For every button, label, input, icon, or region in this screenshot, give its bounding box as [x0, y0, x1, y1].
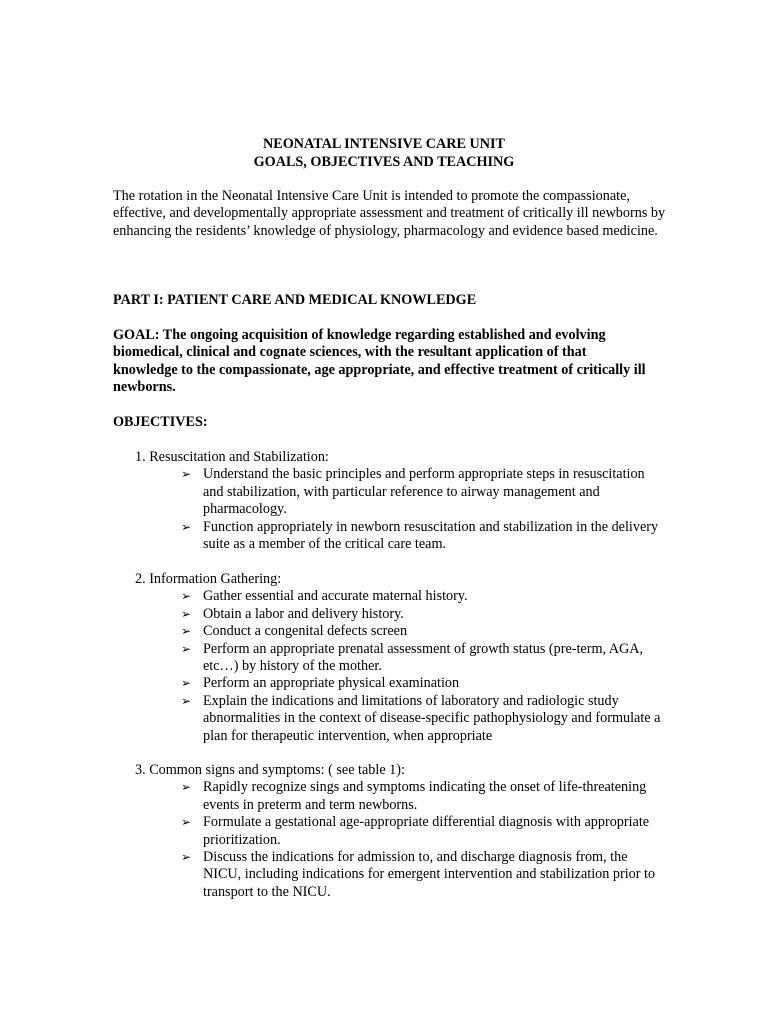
list-item-text: Gather essential and accurate maternal history. [203, 588, 468, 605]
list-item-text: Formulate a gestational age-appropriate differential diagnosis with appropriate prioritization. [203, 814, 650, 848]
arrow-bullet-icon: ➢ [181, 693, 192, 708]
arrow-bullet-icon: ➢ [181, 589, 192, 604]
section-title: 1. Resuscitation and Stabilization: [135, 449, 329, 465]
section-title: 3. Common signs and symptoms: ( see table 1): [135, 762, 405, 778]
list-item [135, 466, 663, 518]
arrow-bullet-icon: ➢ [181, 850, 192, 865]
arrow-bullet-icon: ➢ [181, 676, 192, 691]
list-item-text: Conduct a congenital defects screen [203, 623, 408, 640]
document-title [0, 135, 768, 171]
objective-section-1 [135, 449, 663, 553]
list-item-text: Understand the basic principles and perform appropriate steps in resuscitation and stabilization, with particular reference to airway management and pharmacology. [203, 466, 645, 518]
list-item-text: Perform an appropriate prenatal assessment of growth status (pre-term, AGA, etc…) by history of the mother. [203, 640, 644, 675]
list-item [135, 675, 663, 692]
list-item-text: Perform an appropriate physical examination [203, 675, 460, 692]
bullet-list [135, 588, 663, 745]
goal-paragraph: GOAL: The ongoing acquisition of knowledge regarding established and evolving biomedical, clinical and cognate sciences, with the resultant application of that knowledge to the compassionate, age appropriate, and effective treatment of critically ill newborns. [113, 327, 646, 396]
list-item [135, 779, 663, 814]
title-line-2: GOALS, OBJECTIVES AND TEACHING [253, 154, 515, 170]
arrow-bullet-icon: ➢ [181, 780, 192, 795]
part-heading: PART I: PATIENT CARE AND MEDICAL KNOWLEDGE [113, 292, 477, 308]
list-item [135, 606, 663, 623]
arrow-bullet-icon: ➢ [181, 624, 192, 639]
bullet-list [135, 779, 663, 901]
intro-paragraph: The rotation in the Neonatal Intensive Care Unit is intended to promote the compassionate, effective, and developmentally appropriate assessment and treatment of critically ill newborns by enhancing the residents’ knowledge of physiology, pharmacology and evidence based medicine. [113, 188, 666, 239]
title-line-1: NEONATAL INTENSIVE CARE UNIT [263, 136, 505, 152]
objective-section-2 [135, 571, 663, 745]
list-item [135, 693, 663, 745]
list-item-text: Rapidly recognize sings and symptoms indicating the onset of life-threatening events in preterm and term newborns. [203, 779, 647, 813]
objective-section-3 [135, 762, 663, 901]
list-item-text: Explain the indications and limitations of laboratory and radiologic study abnormalities in the context of disease-specific pathophysiology and formulate a plan for therapeutic intervention, when appropriate [203, 692, 661, 744]
arrow-bullet-icon: ➢ [181, 815, 192, 830]
list-item [135, 519, 663, 554]
list-item-text: Function appropriately in newborn resuscitation and stabilization in the delivery suite as a member of the critical care team. [203, 518, 659, 553]
list-item [135, 814, 663, 849]
list-item-text: Obtain a labor and delivery history. [203, 605, 404, 622]
list-item [135, 641, 663, 676]
arrow-bullet-icon: ➢ [181, 519, 192, 534]
list-item [135, 588, 663, 605]
list-item [135, 623, 663, 640]
bullet-list [135, 466, 663, 553]
arrow-bullet-icon: ➢ [181, 641, 192, 656]
list-item-text: Discuss the indications for admission to, and discharge diagnosis from, the NICU, including indications for emergent intervention and stabilization prior to transport to the NICU. [203, 849, 656, 900]
arrow-bullet-icon: ➢ [181, 467, 192, 482]
list-item [135, 849, 663, 901]
section-title: 2. Information Gathering: [135, 571, 282, 587]
objectives-heading: OBJECTIVES: [113, 414, 208, 430]
arrow-bullet-icon: ➢ [181, 606, 192, 621]
